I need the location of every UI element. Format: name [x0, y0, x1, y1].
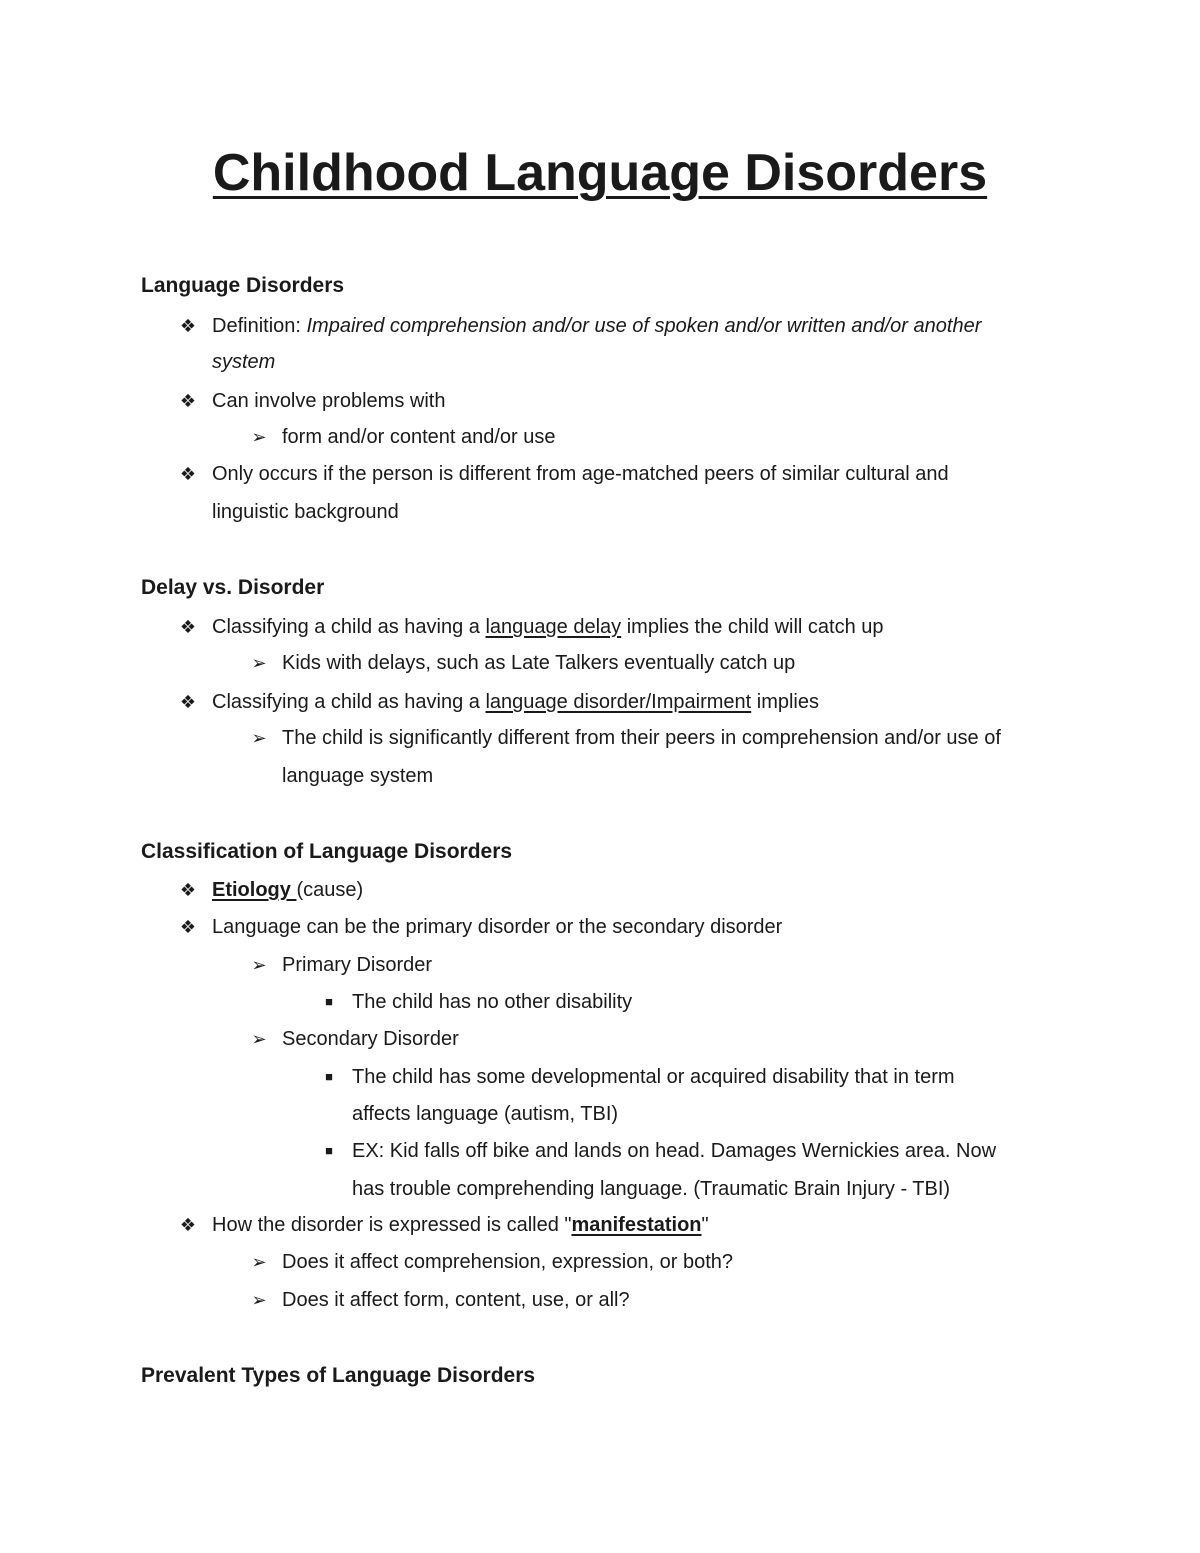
form-content-use-text: form and/or content and/or use [282, 426, 556, 448]
diamond-bullet-icon: ❖ [179, 316, 197, 336]
square-bullet-icon: ■ [325, 1143, 333, 1158]
primary-desc-item [325, 983, 633, 1021]
secondary-item [251, 1020, 459, 1058]
significantly-text-cont: language system [282, 765, 434, 787]
arrow-bullet-icon: ➢ [251, 427, 267, 447]
heading-delay-vs-disorder: Delay vs. Disorder [141, 576, 325, 599]
definition-text-cont: system [212, 351, 276, 373]
etiology-term: Etiology [212, 879, 297, 901]
document-title: Childhood Language Disorders [212, 144, 988, 202]
primary-text: Primary Disorder [282, 954, 433, 976]
diamond-bullet-icon: ❖ [179, 391, 197, 411]
arrow-bullet-icon: ➢ [251, 728, 267, 748]
disorder-post: implies [751, 691, 819, 713]
disorder-pre: Classifying a child as having a [212, 691, 486, 713]
etiology-item [179, 871, 364, 909]
arrow-bullet-icon: ➢ [251, 955, 267, 975]
example-text: EX: Kid falls off bike and lands on head. Damages Wernickies area. Now [352, 1140, 997, 1162]
question-form-text: Does it affect form, content, use, or all? [282, 1289, 630, 1311]
definition-continuation [212, 343, 275, 381]
primary-secondary-item [179, 908, 783, 946]
heading-language-disorders: Language Disorders [141, 274, 345, 297]
expressed-post: " [701, 1214, 709, 1236]
secondary-desc-text: The child has some developmental or acquired disability that in term [352, 1066, 955, 1088]
arrow-bullet-icon: ➢ [251, 1029, 267, 1049]
secondary-desc-text-cont: affects language (autism, TBI) [352, 1103, 619, 1125]
arrow-bullet-icon: ➢ [251, 653, 267, 673]
significantly-item [251, 719, 1001, 757]
primary-secondary-text: Language can be the primary disorder or the secondary disorder [212, 916, 783, 938]
secondary-desc-item [325, 1058, 955, 1096]
secondary-desc-continuation [352, 1095, 618, 1133]
disorder-item [179, 683, 819, 721]
diamond-bullet-icon: ❖ [179, 692, 197, 712]
arrow-bullet-icon: ➢ [251, 1252, 267, 1272]
diamond-bullet-icon: ❖ [179, 917, 197, 937]
secondary-text: Secondary Disorder [282, 1028, 459, 1050]
occurs-text-cont: linguistic background [212, 501, 399, 523]
delay-post: implies the child will catch up [621, 616, 884, 638]
manifestation-term: manifestation [571, 1214, 702, 1236]
example-text-cont: has trouble comprehending language. (Traumatic Brain Injury - TBI) [352, 1178, 951, 1200]
square-bullet-icon: ■ [325, 994, 333, 1009]
primary-item [251, 946, 433, 984]
heading-classification: Classification of Language Disorders [141, 840, 513, 863]
involve-item [179, 382, 446, 420]
occurs-continuation [212, 493, 399, 531]
diamond-bullet-icon: ❖ [179, 1215, 197, 1235]
manifestation-item [179, 1206, 709, 1244]
question-comprehension-item [251, 1243, 733, 1281]
delay-pre: Classifying a child as having a [212, 616, 486, 638]
diamond-bullet-icon: ❖ [179, 617, 197, 637]
late-talkers-text: Kids with delays, such as Late Talkers eventually catch up [282, 652, 796, 674]
involve-text: Can involve problems with [212, 390, 446, 412]
question-comprehension-text: Does it affect comprehension, expression, or both? [282, 1251, 733, 1273]
late-talkers-item [251, 644, 796, 682]
heading-prevalent-types: Prevalent Types of Language Disorders [141, 1364, 536, 1387]
diamond-bullet-icon: ❖ [179, 880, 197, 900]
occurs-text: Only occurs if the person is different from age-matched peers of similar cultural and [212, 463, 949, 485]
significantly-text: The child is significantly different from their peers in comprehension and/or use of [282, 727, 1001, 749]
arrow-bullet-icon: ➢ [251, 1290, 267, 1310]
delay-term: language delay [485, 616, 622, 638]
primary-desc-text: The child has no other disability [352, 991, 633, 1013]
example-item [325, 1132, 997, 1170]
form-content-use-item [251, 418, 556, 456]
diamond-bullet-icon: ❖ [179, 464, 197, 484]
square-bullet-icon: ■ [325, 1069, 333, 1084]
example-continuation [352, 1170, 950, 1208]
occurs-item [179, 455, 949, 493]
question-form-item [251, 1281, 630, 1319]
expressed-pre: How the disorder is expressed is called " [212, 1214, 572, 1236]
etiology-post: (cause) [296, 879, 364, 901]
definition-text: Impaired comprehension and/or use of spoken and/or written and/or another [306, 315, 982, 337]
significantly-continuation [282, 757, 433, 795]
definition-item [179, 307, 982, 345]
definition-label: Definition: [212, 315, 307, 337]
delay-item [179, 608, 884, 646]
disorder-term: language disorder/Impairment [485, 691, 752, 713]
